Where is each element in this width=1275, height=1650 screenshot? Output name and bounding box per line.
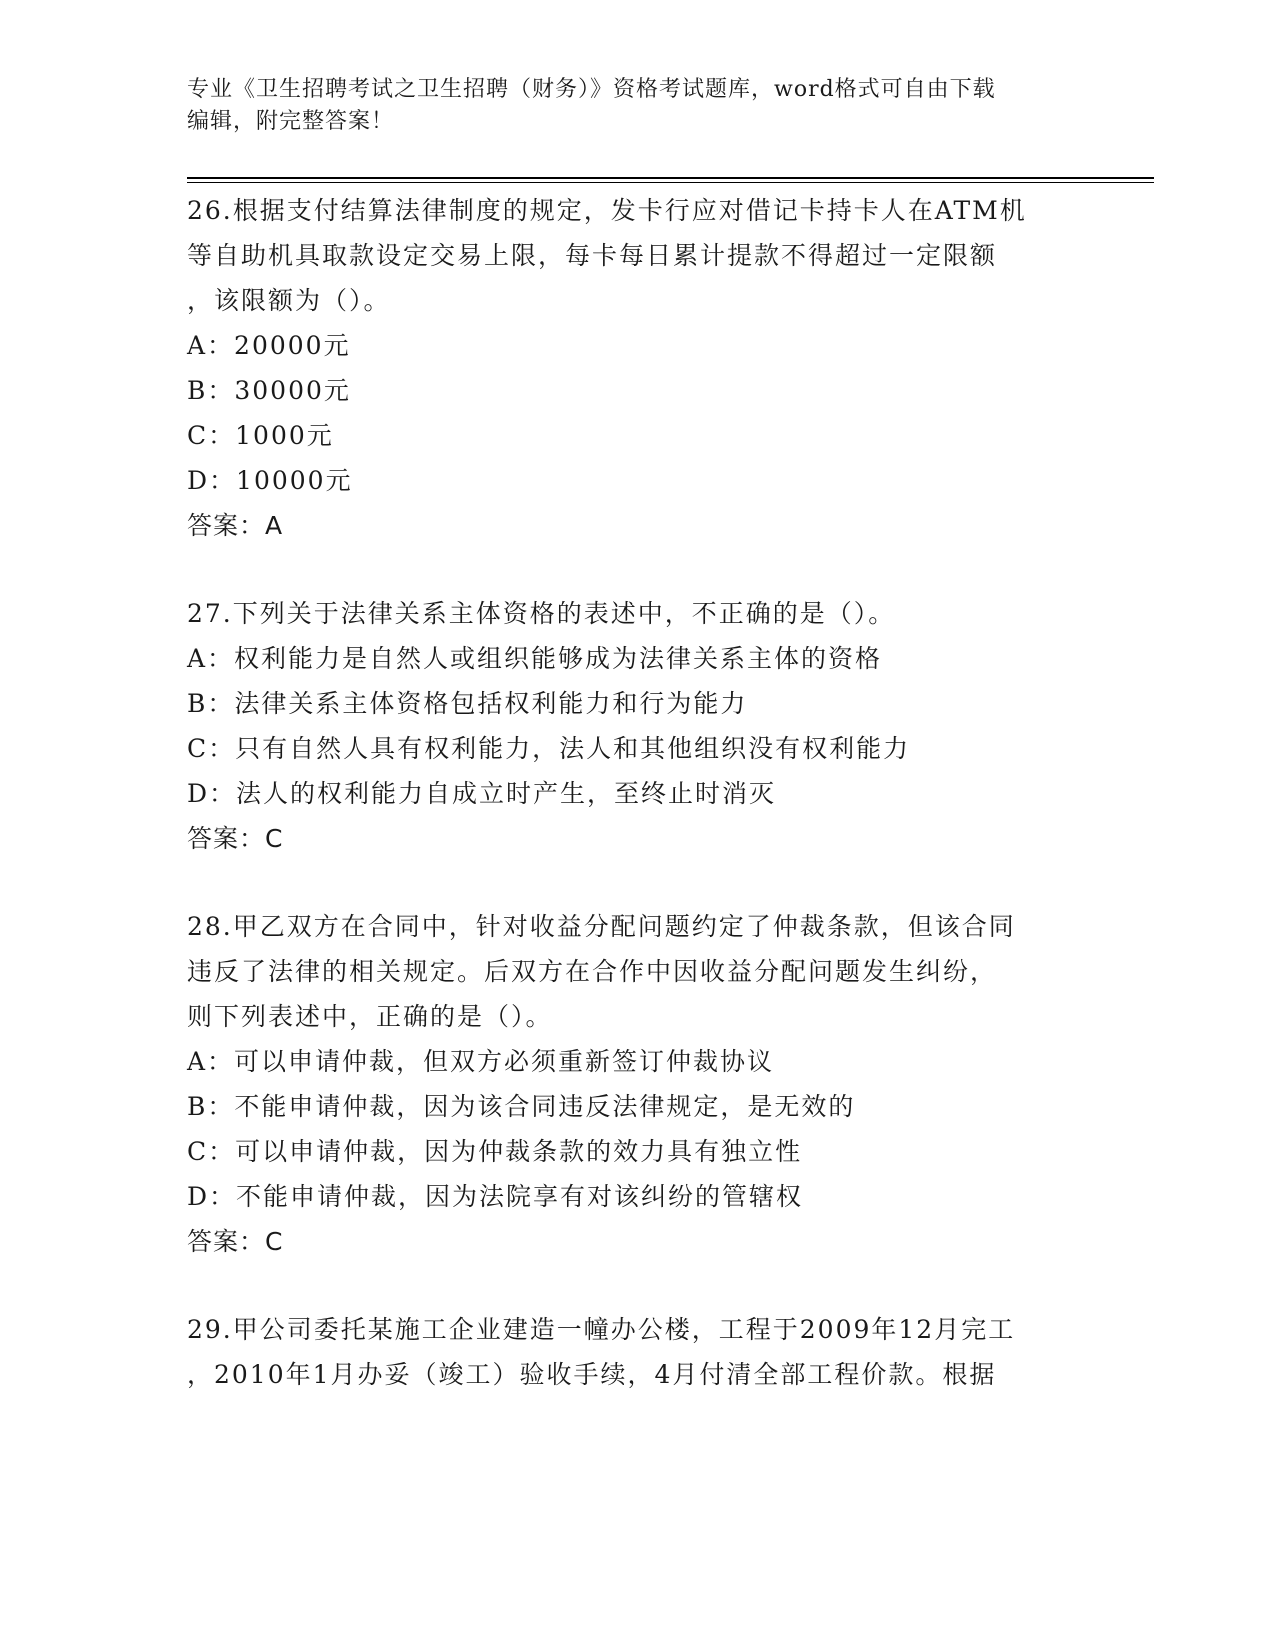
question-text-line: 27.下列关于法律关系主体资格的表述中，不正确的是（）。 — [187, 599, 896, 628]
option-b: B：不能申请仲裁，因为该合同违反法律规定，是无效的 — [187, 1092, 856, 1121]
header-line-1: 专业《卫生招聘考试之卫生招聘（财务）》资格考试题库，word格式可自由下载 — [187, 77, 996, 102]
question-list — [187, 188, 1087, 1397]
option-d: D：10000元 — [187, 466, 353, 495]
document-header — [187, 74, 1067, 138]
question-28 — [187, 904, 1087, 1264]
answer-label: 答案：C — [187, 1227, 284, 1256]
option-b: B：30000元 — [187, 376, 351, 405]
question-29 — [187, 1307, 1087, 1397]
header-divider-thin — [187, 182, 1154, 183]
question-27 — [187, 591, 1087, 861]
question-text-line: 28.甲乙双方在合同中，针对收益分配问题约定了仲裁条款，但该合同 — [187, 912, 1016, 941]
question-text-line: 则下列表述中，正确的是（）。 — [187, 1002, 553, 1031]
question-spacer — [187, 861, 1087, 904]
question-spacer — [187, 548, 1087, 591]
option-d: D：不能申请仲裁，因为法院享有对该纠纷的管辖权 — [187, 1182, 804, 1211]
question-text-line: 等自助机具取款设定交易上限，每卡每日累计提款不得超过一定限额 — [187, 241, 998, 270]
question-text-line: 违反了法律的相关规定。后双方在合作中因收益分配问题发生纠纷， — [187, 957, 998, 986]
answer-label: 答案：A — [187, 511, 284, 540]
question-spacer — [187, 1264, 1087, 1307]
option-a: A：20000元 — [187, 331, 351, 360]
header-line-2: 编辑，附完整答案！ — [187, 109, 395, 134]
option-b: B：法律关系主体资格包括权利能力和行为能力 — [187, 689, 748, 718]
answer-label: 答案：C — [187, 824, 284, 853]
question-text-line: 26.根据支付结算法律制度的规定，发卡行应对借记卡持卡人在ATM机 — [187, 196, 1027, 225]
question-text-line: ，2010年1月办妥（竣工）验收手续，4月付清全部工程价款。根据 — [187, 1360, 997, 1389]
option-a: A：权利能力是自然人或组织能够成为法律关系主体的资格 — [187, 644, 883, 673]
option-c: C：只有自然人具有权利能力，法人和其他组织没有权利能力 — [187, 734, 911, 763]
question-text-line: ，该限额为（）。 — [187, 286, 391, 315]
option-c: C：可以申请仲裁，因为仲裁条款的效力具有独立性 — [187, 1137, 803, 1166]
question-26 — [187, 188, 1087, 548]
header-divider-thick — [187, 177, 1154, 179]
question-text-line: 29.甲公司委托某施工企业建造一幢办公楼，工程于2009年12月完工 — [187, 1315, 1016, 1344]
option-d: D：法人的权利能力自成立时产生，至终止时消灭 — [187, 779, 777, 808]
option-c: C：1000元 — [187, 421, 334, 450]
option-a: A：可以申请仲裁，但双方必须重新签订仲裁协议 — [187, 1047, 775, 1076]
